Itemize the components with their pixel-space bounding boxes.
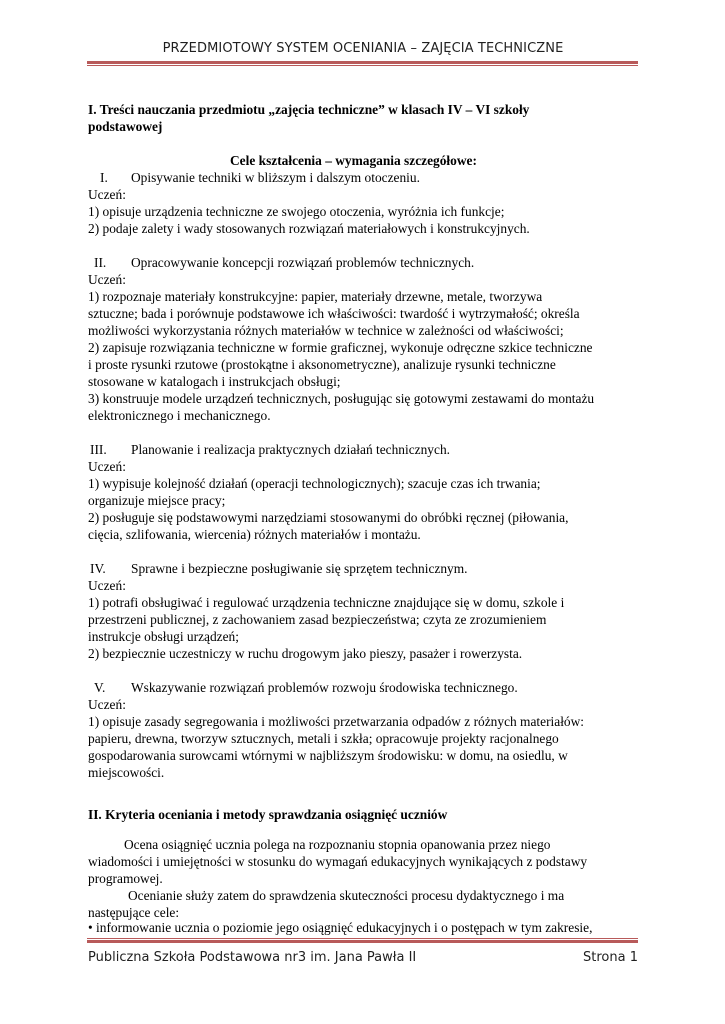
goal-line: papieru, drewna, tworzyw sztucznych, metali i szkła; opracowuje projekty racjonalnego bbox=[88, 731, 559, 746]
section-1-title-line-2: podstawowej bbox=[88, 119, 163, 134]
section-2-line: programowej. bbox=[88, 871, 163, 886]
section-2-line: • informowanie ucznia o poziomie jego osiągnięć edukacyjnych i o postępach w tym zakresie, bbox=[88, 920, 593, 935]
goal-number: III. bbox=[90, 442, 107, 457]
page-footer bbox=[88, 950, 638, 965]
goal-title: Opracowywanie koncepcji rozwiązań problemów technicznych. bbox=[131, 255, 475, 270]
section-1-subtitle: Cele kształcenia – wymagania szczegółowe: bbox=[230, 153, 477, 168]
goal-title: Planowanie i realizacja praktycznych działań technicznych. bbox=[131, 442, 450, 457]
goal-line: cięcia, szlifowania, wiercenia) różnych materiałów i montażu. bbox=[88, 527, 421, 542]
section-2-line: następujące cele: bbox=[88, 905, 180, 920]
section-2-line: Ocenianie służy zatem do sprawdzenia skuteczności procesu dydaktycznego i ma bbox=[128, 888, 565, 903]
goal-line: instrukcje obsługi urządzeń; bbox=[88, 629, 239, 644]
header-rule-thin bbox=[87, 65, 638, 66]
goal-line: Uczeń: bbox=[88, 459, 126, 474]
goal-line: przestrzeni publicznej, z zachowaniem zasad bezpieczeństwa; czyta ze zrozumieniem bbox=[88, 612, 547, 627]
goal-line: sztuczne; bada i porównuje podstawowe ich właściwości: twardość i wytrzymałość; określa bbox=[88, 306, 580, 321]
goal-line: elektronicznego i mechanicznego. bbox=[88, 408, 271, 423]
goal-line: Uczeń: bbox=[88, 697, 126, 712]
footer-rule-thick bbox=[87, 940, 638, 943]
goal-line: 1) opisuje zasady segregowania i możliwości przetwarzania odpadów z różnych materiałów: bbox=[88, 714, 585, 729]
footer-rule-thin bbox=[87, 938, 638, 939]
goal-line: możliwości wykorzystania różnych materiałów w technice w zależności od właściwości; bbox=[88, 323, 564, 338]
goal-line: 1) opisuje urządzenia techniczne ze swojego otoczenia, wyróżnia ich funkcje; bbox=[88, 204, 505, 219]
page-header-title: PRZEDMIOTOWY SYSTEM OCENIANIA – ZAJĘCIA TECHNICZNE bbox=[162, 41, 564, 56]
goal-number: V. bbox=[94, 680, 106, 695]
goal-line: gospodarowania surowcami wtórnymi w najbliższym środowisku: w domu, na osiedlu, w bbox=[88, 748, 568, 763]
goal-line: Uczeń: bbox=[88, 578, 126, 593]
goal-line: i proste rysunki rzutowe (prostokątne i aksonometryczne), analizuje rysunki techniczne bbox=[88, 357, 556, 372]
goal-line: 1) potrafi obsługiwać i regulować urządzenia techniczne znajdujące się w domu, szkole i bbox=[88, 595, 565, 610]
goal-line: 1) rozpoznaje materiały konstrukcyjne: papier, materiały drzewne, metale, tworzywa bbox=[88, 289, 543, 304]
section-2-title: II. Kryteria oceniania i metody sprawdzania osiągnięć uczniów bbox=[88, 807, 448, 822]
goal-line: miejscowości. bbox=[88, 765, 165, 780]
goal-line: 3) konstruuje modele urządzeń technicznych, posługując się gotowymi zestawami do montażu bbox=[88, 391, 595, 406]
footer-school-name: Publiczna Szkoła Podstawowa nr3 im. Jana Pawła II bbox=[88, 950, 417, 965]
section-2-line: wiadomości i umiejętności w stosunku do wymagań edukacyjnych wynikających z podstawy bbox=[88, 854, 588, 869]
goal-line: organizuje miejsce pracy; bbox=[88, 493, 226, 508]
footer-page-number: Strona 1 bbox=[583, 950, 638, 965]
goal-title: Wskazywanie rozwiązań problemów rozwoju środowiska technicznego. bbox=[131, 680, 518, 695]
goal-line: 1) wypisuje kolejność działań (operacji technologicznych); szacuje czas ich trwania; bbox=[88, 476, 541, 491]
goal-number: I. bbox=[100, 170, 108, 185]
section-2-line: Ocena osiągnięć ucznia polega na rozpoznaniu stopnia opanowania przez niego bbox=[124, 837, 551, 852]
goal-line: 2) podaje zalety i wady stosowanych rozwiązań materiałowych i konstrukcyjnych. bbox=[88, 221, 530, 236]
section-1-title-line-1: I. Treści nauczania przedmiotu „zajęcia techniczne” w klasach IV – VI szkoły bbox=[88, 102, 530, 117]
goal-line: 2) zapisuje rozwiązania techniczne w formie graficznej, wykonuje odręczne szkice techniczne bbox=[88, 340, 593, 355]
goal-line: stosowane w katalogach i instrukcjach obsługi; bbox=[88, 374, 341, 389]
goal-number: II. bbox=[94, 255, 107, 270]
goal-line: Uczeń: bbox=[88, 187, 126, 202]
goal-title: Sprawne i bezpieczne posługiwanie się sprzętem technicznym. bbox=[131, 561, 468, 576]
goal-line: 2) posługuje się podstawowymi narzędziami stosowanymi do obróbki ręcznej (piłowania, bbox=[88, 510, 569, 525]
goal-number: IV. bbox=[90, 561, 106, 576]
goal-title: Opisywanie techniki w bliższym i dalszym otoczeniu. bbox=[131, 170, 420, 185]
goal-line: Uczeń: bbox=[88, 272, 126, 287]
header-rule-thick bbox=[87, 61, 638, 64]
goal-line: 2) bezpiecznie uczestniczy w ruchu drogowym jako pieszy, pasażer i rowerzysta. bbox=[88, 646, 523, 661]
